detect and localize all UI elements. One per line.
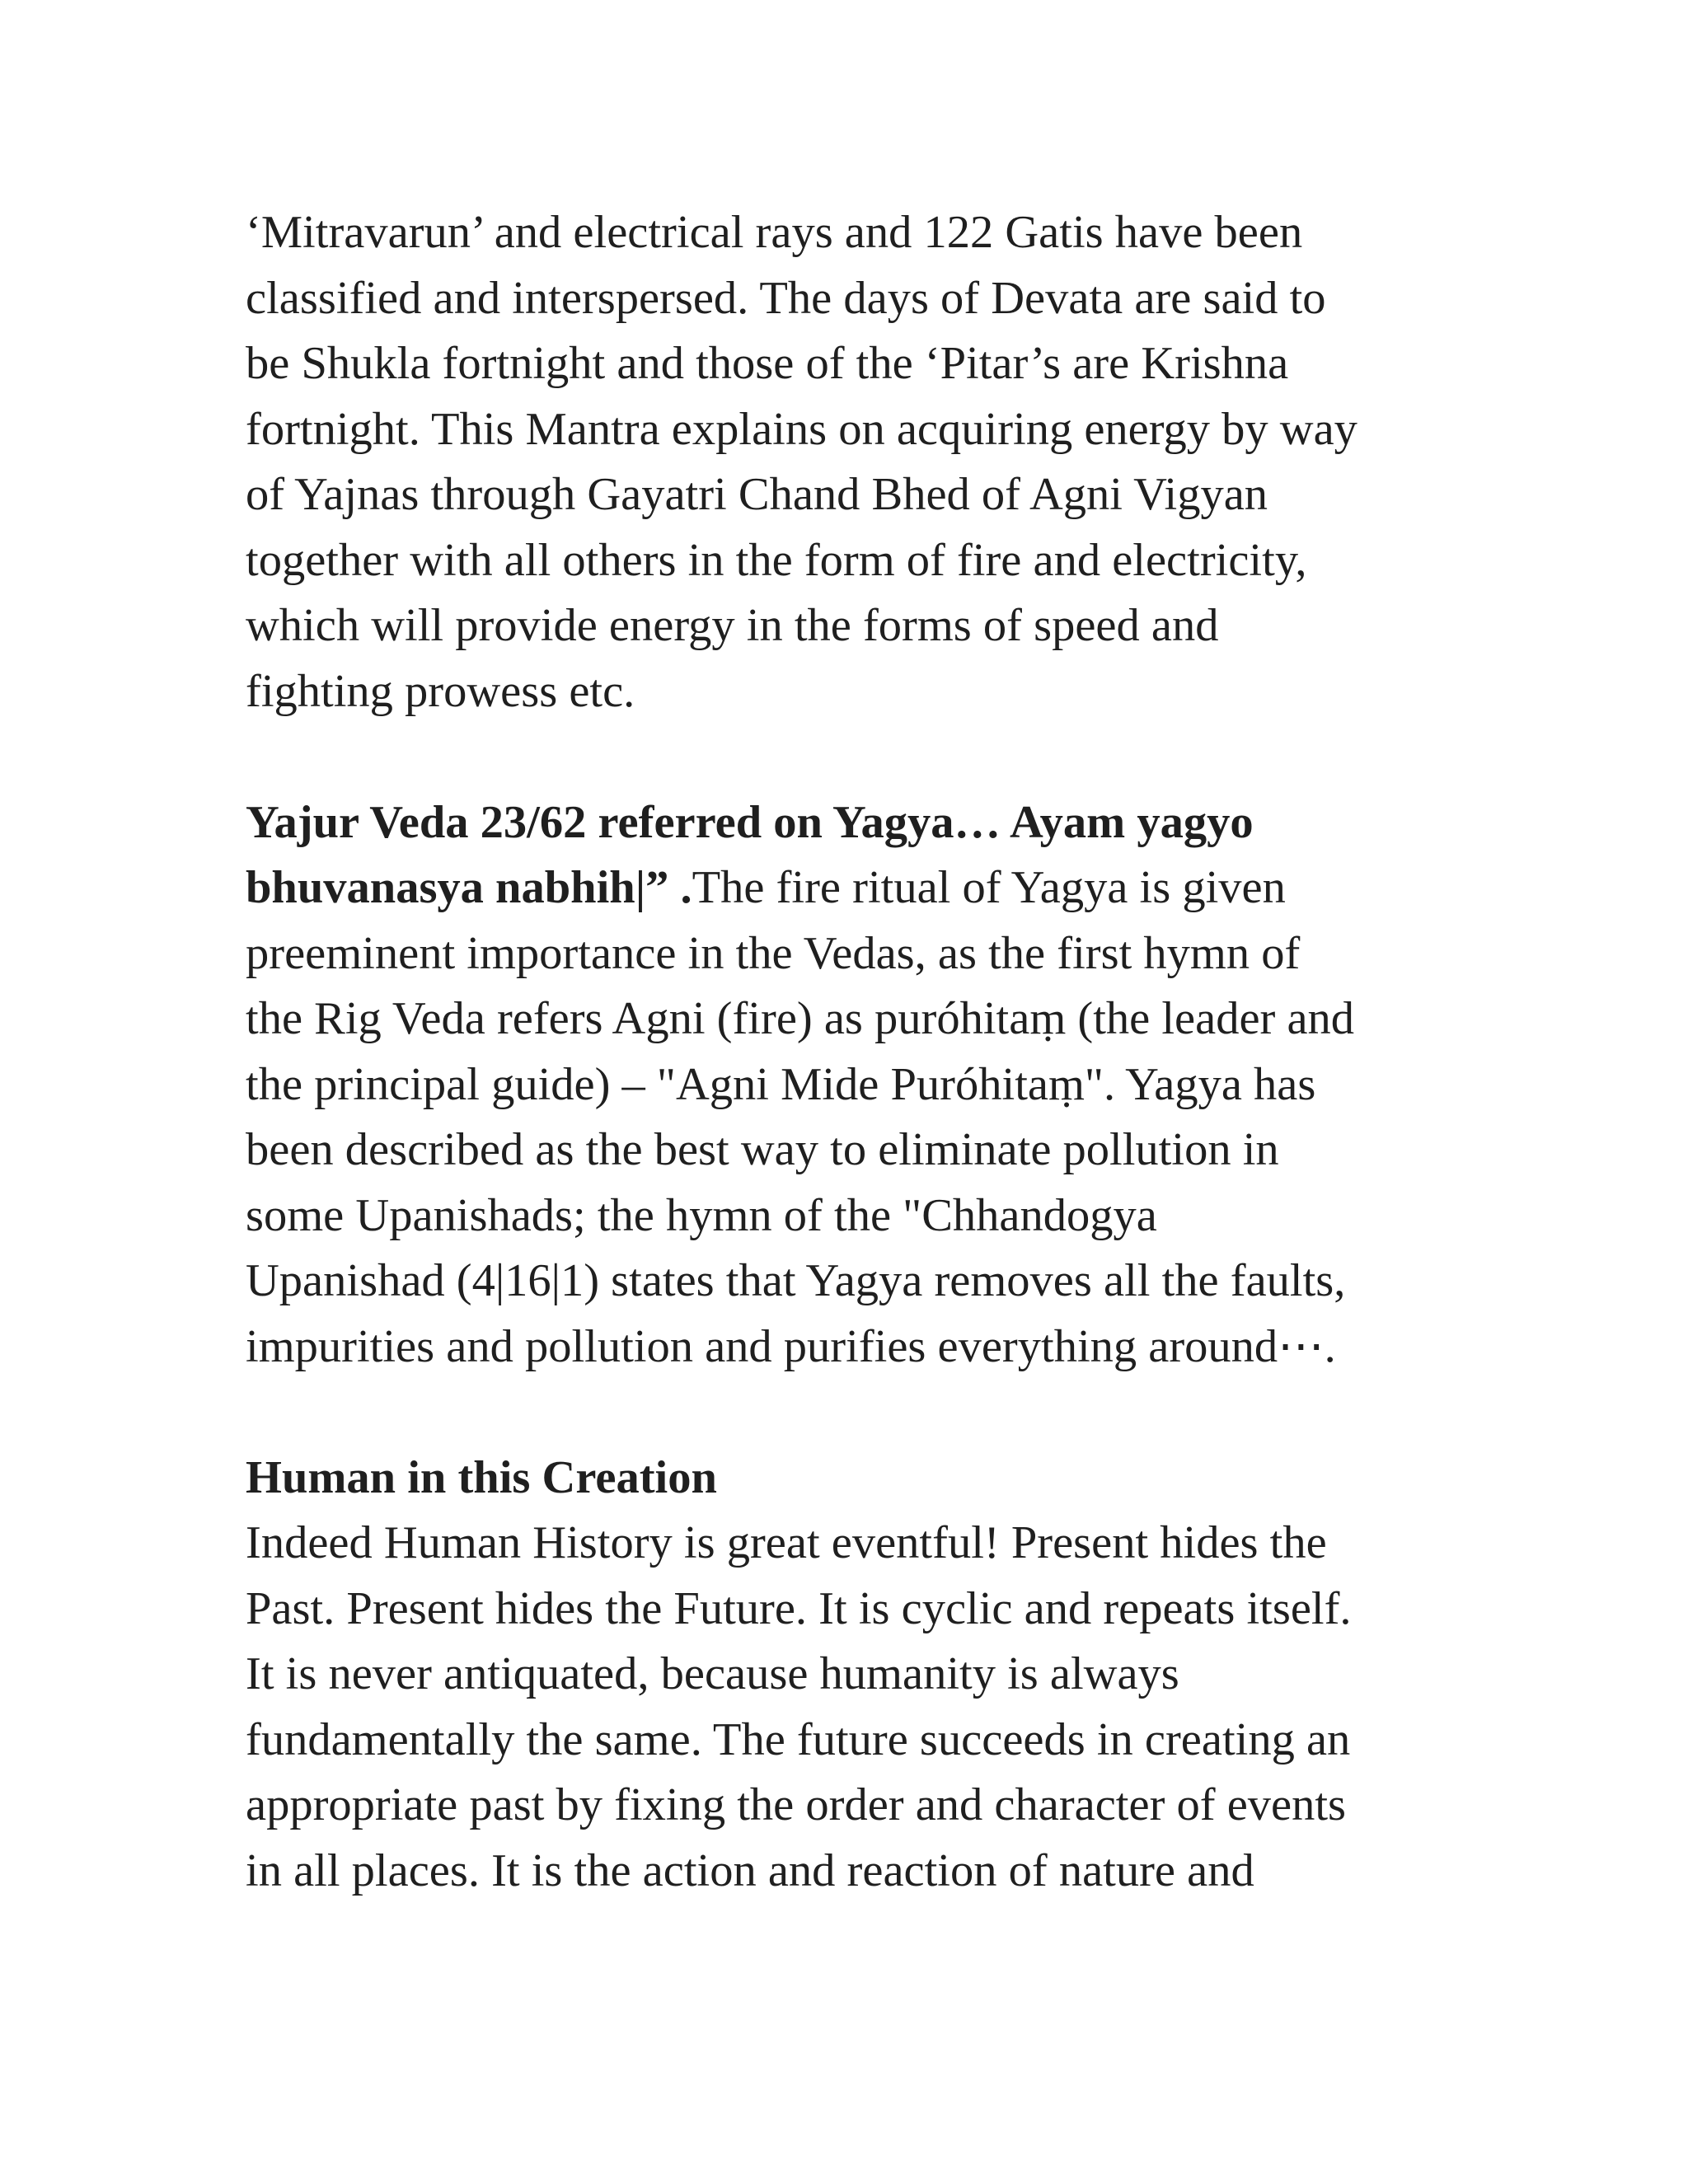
text-line: been described as the best way to eliminate pollution in [246, 1124, 1279, 1175]
text-line: Indeed Human History is great eventful! Present hides the [246, 1517, 1327, 1568]
text-line: ‘Mitravarun’ and electrical rays and 122 Gatis have been [246, 207, 1303, 258]
text-line: Past. Present hides the Future. It is cyclic and repeats itself. [246, 1582, 1352, 1634]
text-line: which will provide energy in the forms of speed and [246, 600, 1219, 651]
text-line: fighting prowess etc. [246, 665, 635, 717]
paragraph-mitravarun [246, 200, 1441, 724]
text-line: classified and interspersed. The days of Devata are said to [246, 272, 1326, 324]
text-line: be Shukla fortnight and those of the ‘Pitar’s are Krishna [246, 338, 1289, 389]
text-line: Upanishad (4|16|1) states that Yagya removes all the faults, [246, 1255, 1346, 1306]
text-run: The fire ritual of Yagya is given [692, 862, 1286, 913]
text-line: appropriate past by fixing the order and character of events [246, 1779, 1347, 1830]
text-line: the Rig Veda refers Agni (fire) as puróhitaṃ (the leader and [246, 993, 1355, 1044]
paragraph-spacer [246, 724, 1441, 790]
text-line: impurities and pollution and purifies everything around⋯. [246, 1320, 1336, 1372]
page-body-text [246, 200, 1441, 1904]
text-line: together with all others in the form of fire and electricity, [246, 534, 1307, 586]
text-line: fundamentally the same. The future succeeds in creating an [246, 1713, 1351, 1765]
section-human-creation [246, 1446, 1441, 1905]
text-line [246, 855, 1441, 921]
text-line: the principal guide) – "Agni Mide Puróhitaṃ". Yagya has [246, 1058, 1316, 1110]
paragraph-yajur-veda [246, 790, 1441, 1380]
heading-continuation: bhuvanasya nabhih|” . [246, 862, 692, 913]
text-line: in all places. It is the action and reaction of nature and [246, 1844, 1254, 1896]
text-line: of Yajnas through Gayatri Chand Bhed of Agni Vigyan [246, 469, 1268, 520]
text-line: some Upanishads; the hymn of the "Chhandogya [246, 1189, 1157, 1241]
section-heading-human-creation: Human in this Creation [246, 1451, 717, 1503]
text-line: It is never antiquated, because humanity is always [246, 1648, 1179, 1699]
paragraph-spacer [246, 1380, 1441, 1446]
text-line: preeminent importance in the Vedas, as the first hymn of [246, 927, 1301, 979]
text-line: fortnight. This Mantra explains on acquiring energy by way [246, 403, 1357, 455]
section-heading-yajur-veda: Yajur Veda 23/62 referred on Yagya… Ayam yagyo [246, 796, 1254, 848]
